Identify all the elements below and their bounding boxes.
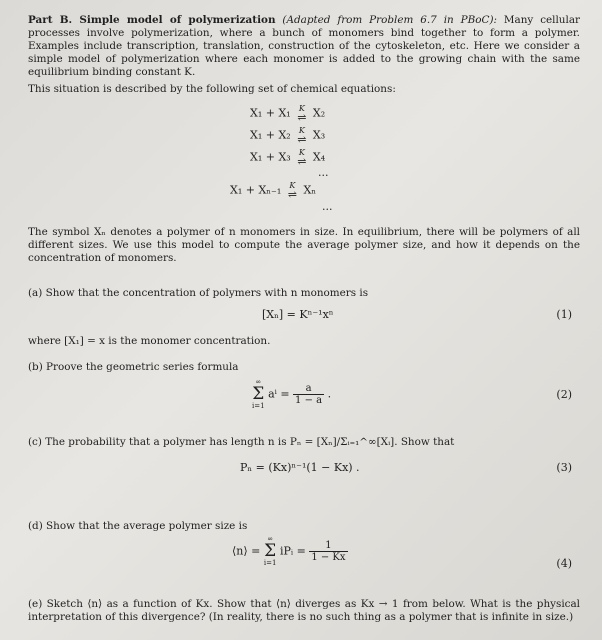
equation-number-3: (3)	[556, 461, 572, 474]
part-c-text: (c) The probability that a polymer has length n is Pₙ = [Xₙ]/Σᵢ₌₁^∞[Xᵢ]. Show that	[28, 436, 455, 448]
part-e-text: (e) Sketch ⟨n⟩ as a function of Kx. Show that ⟨n⟩ diverges as Kx → 1 from below. What is the physical interpretation of this divergence? (In reality, there is no such thing as a polymer that is infinite in size.)	[28, 598, 580, 623]
part-a-where: where [X₁] = x is the monomer concentration.	[28, 335, 271, 347]
equation-4: ⟨n⟩ = ∞ Σ i=1 iPᵢ = $\frac{1}{1 - Kx}$	[232, 535, 346, 567]
equation-3: Pₙ = (Kx)ⁿ⁻¹(1 − Kx) .	[240, 461, 360, 474]
reaction-1: X₁ + X₁ K ⇌ X₂	[250, 104, 326, 124]
intro-text: Many cellular processes involve polymerization, where a bunch of monomers bind together to form a polymer. Examples include transcription, translation, construction of the cytoskeleton, etc. Here we consider a simple model of polymerization where each monomer is added to the growing chain with the same equilibrium binding constant K.	[28, 14, 580, 78]
part-b-intro	[28, 14, 580, 79]
equilibrium-arrow: K ⇌	[297, 104, 307, 124]
equilibrium-arrow: K ⇌	[287, 181, 297, 201]
equation-1: [Xₙ] = Kⁿ⁻¹xⁿ	[262, 308, 334, 321]
part-b-heading: Part B. Simple model of polymerization	[28, 14, 276, 26]
sum-symbol: ∞ Σ i=1	[263, 535, 277, 567]
part-b-text: (b) Proove the geometric series formula	[28, 361, 239, 373]
symbol-paragraph: The symbol Xₙ denotes a polymer of n monomers in size. In equilibrium, there will be polymers of all different sizes. We use this model to compute the average polymer size, and how it depends on the concentration of monomers.	[28, 226, 580, 264]
reaction-4: X₁ + Xₙ₋₁ K ⇌ Xₙ	[230, 181, 317, 201]
equilibrium-arrow: K ⇌	[297, 148, 307, 168]
part-d-text: (d) Show that the average polymer size is	[28, 520, 248, 532]
fraction: $\frac{1}{1 - Kx}$	[311, 539, 346, 563]
reaction-dots-1: ...	[318, 166, 329, 179]
described-text: This situation is described by the following set of chemical equations:	[28, 83, 396, 95]
equilibrium-arrow: K ⇌	[297, 126, 307, 146]
sum-symbol: ∞ Σ i=1	[252, 378, 265, 410]
equation-number-2: (2)	[556, 388, 572, 401]
fraction: $\frac{a}{1 - a}$	[295, 382, 323, 406]
reaction-3: X₁ + X₃ K ⇌ X₄	[250, 148, 326, 168]
equation-2: ∞ Σ i=1 aⁱ = $\frac{a}{1 - a}$ .	[252, 378, 332, 410]
reaction-2: X₁ + X₂ K ⇌ X₃	[250, 126, 326, 146]
adapted-note: (Adapted from Problem 6.7 in PBoC):	[282, 14, 497, 26]
equation-number-4: (4)	[556, 557, 572, 570]
reaction-dots-2: ...	[322, 200, 333, 213]
part-a-text: (a) Show that the concentration of polymers with n monomers is	[28, 287, 369, 299]
equation-number-1: (1)	[556, 308, 572, 321]
